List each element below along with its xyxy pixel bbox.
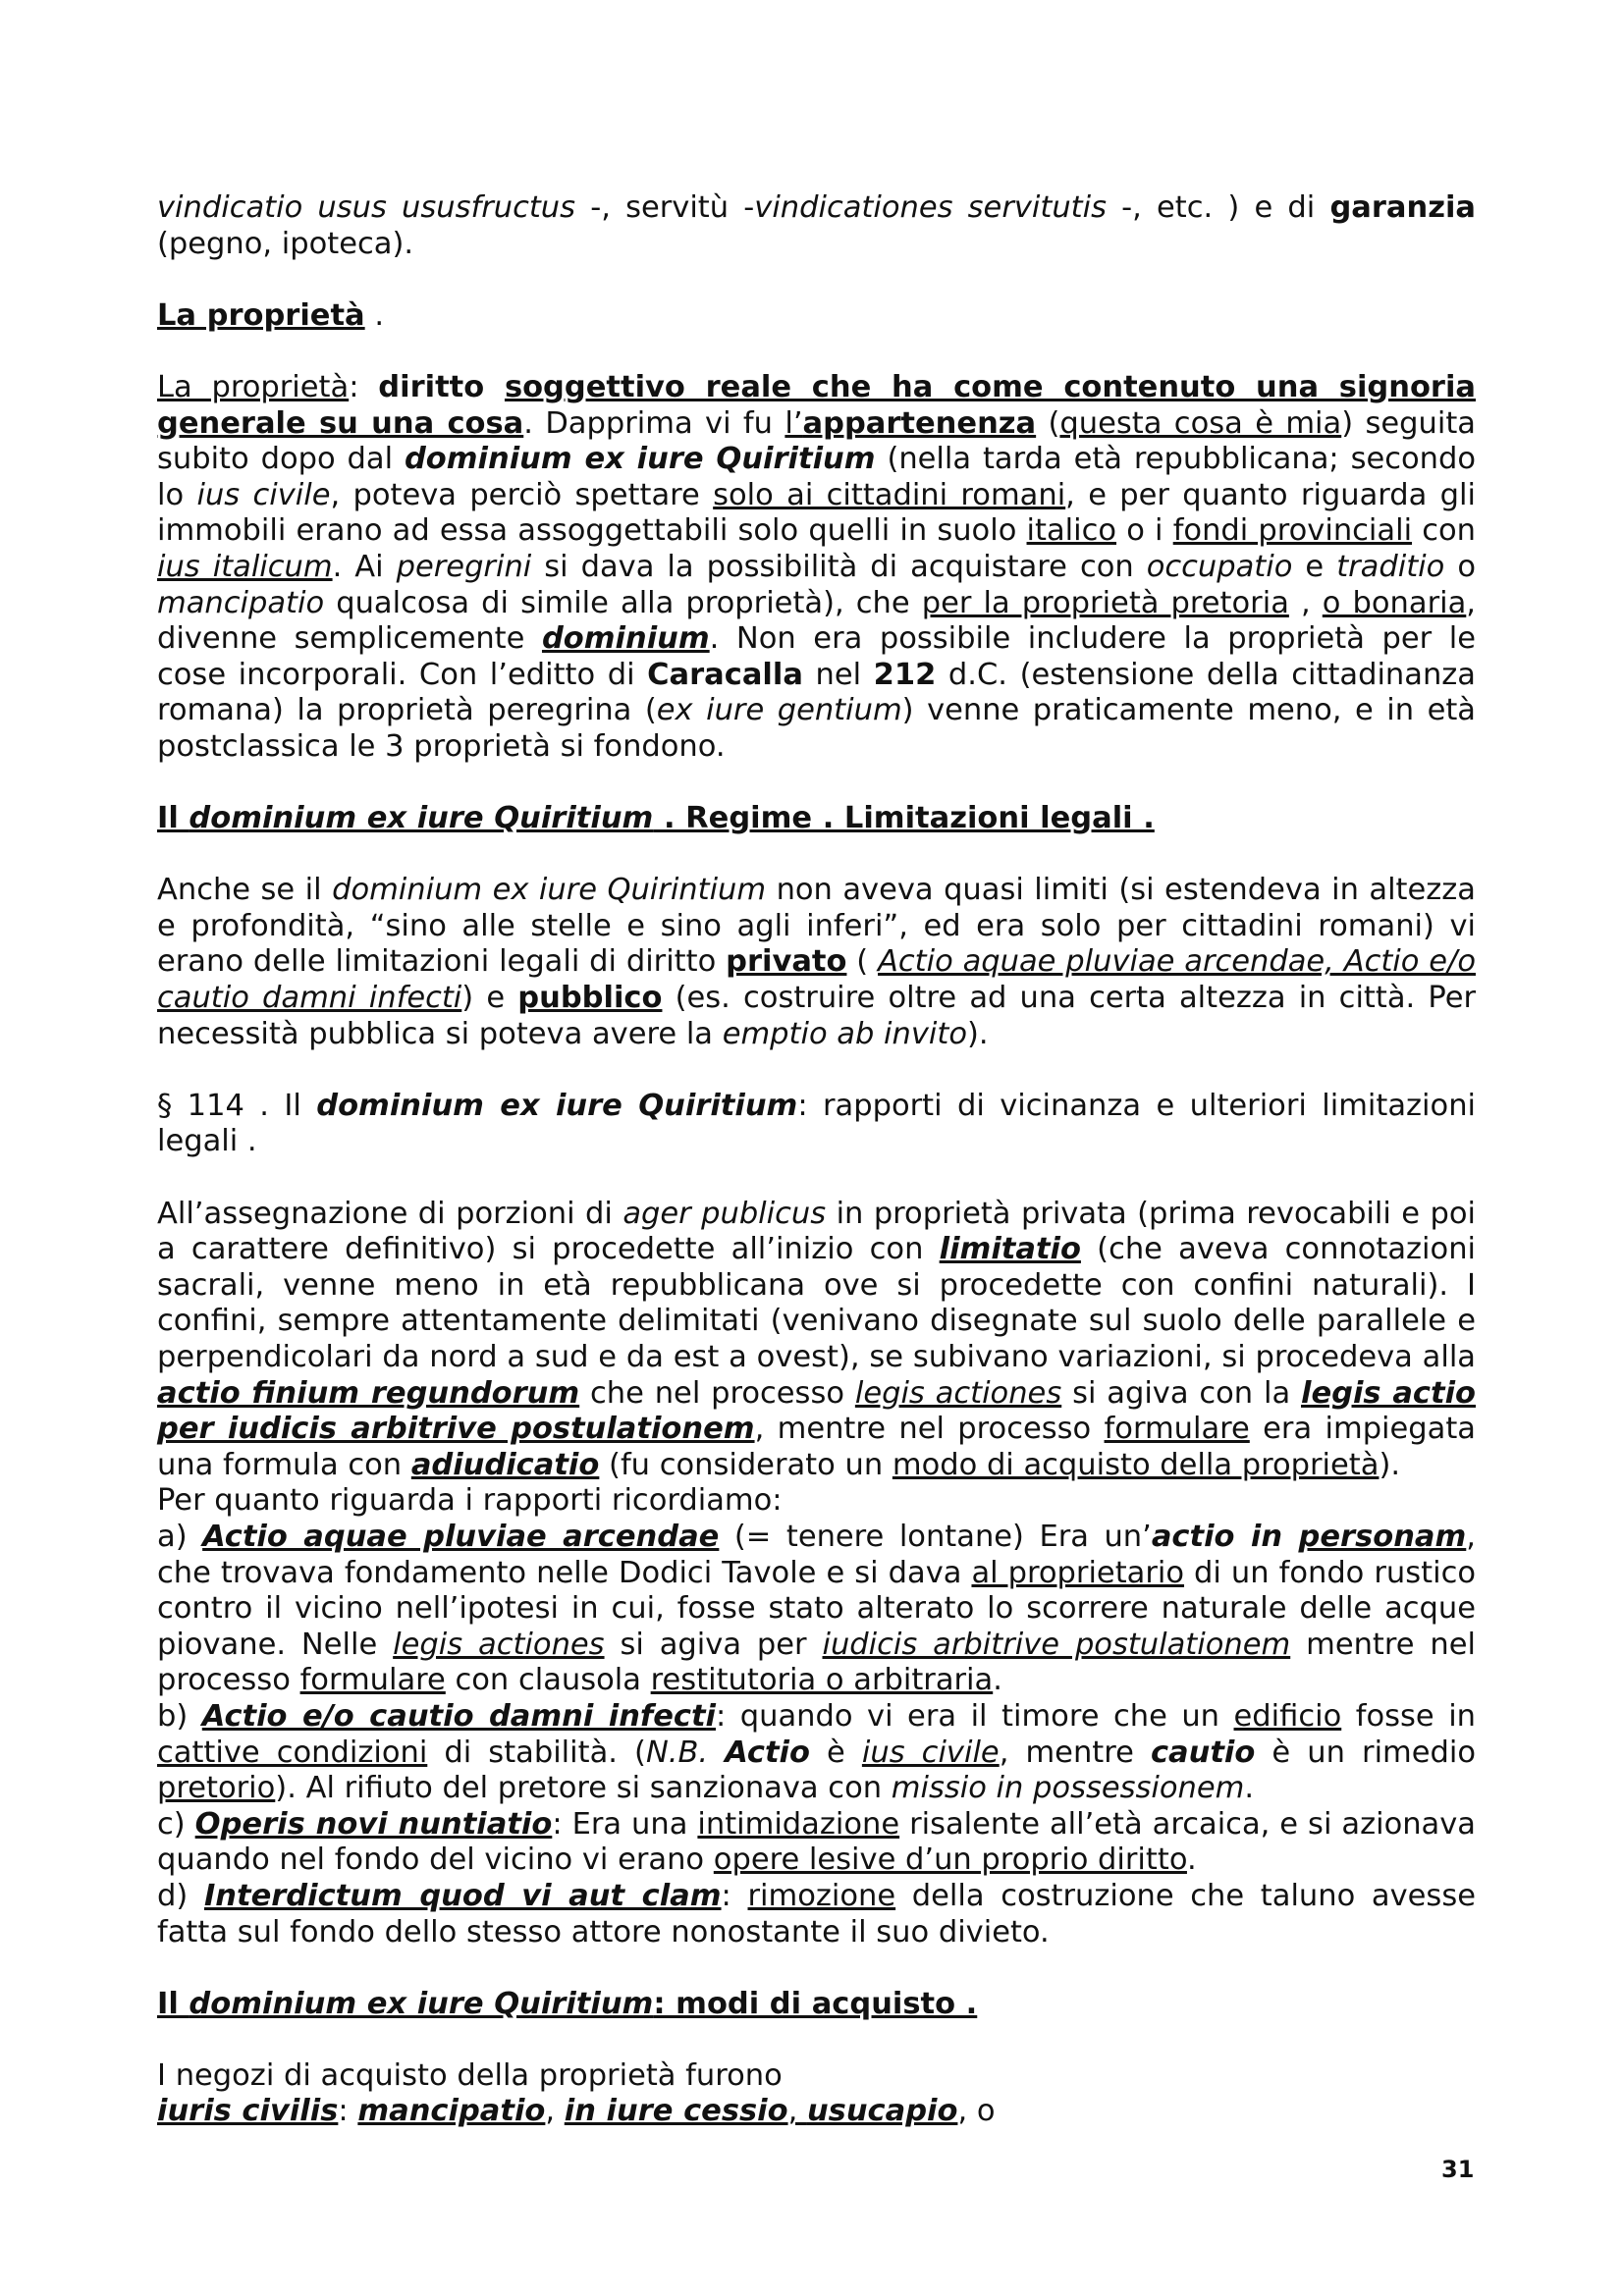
text-run: o bonaria <box>1322 585 1467 620</box>
text-run: , <box>1288 585 1323 620</box>
text-run: e <box>1292 549 1337 584</box>
text-run: peregrini <box>396 549 532 584</box>
text-run: Operis novi nuntiatio <box>194 1806 553 1842</box>
text-run: . <box>993 1663 1002 1698</box>
text-run: soggettivo reale che ha come contenuto una signoria generale su una cosa <box>157 369 1476 441</box>
text-run: italico <box>1026 513 1117 549</box>
text-run: ) venne praticamente meno, e in età postclassica le 3 proprietà si fondono. <box>157 693 1476 764</box>
list-item-d <box>157 1879 1476 1950</box>
text-run <box>708 1735 725 1770</box>
text-run: nel <box>802 657 874 692</box>
text-run: si agiva per <box>604 1627 823 1662</box>
heading-la-proprieta <box>157 298 1476 335</box>
text-run: : <box>349 369 379 404</box>
text-run: formulare <box>1104 1412 1250 1447</box>
text-run: legis actio per iudicis arbitrive postulationem <box>157 1375 1476 1447</box>
text-run: . Dapprima vi fu <box>523 405 785 441</box>
text-run: : <box>721 1878 748 1913</box>
text-run: (fu considerato un <box>599 1447 893 1482</box>
text-run: dominium ex iure Quiritium <box>189 801 654 836</box>
text-run: , mentre nel processo <box>754 1412 1105 1447</box>
text-run: solo ai cittadini romani <box>713 477 1066 512</box>
text-run: N.B. <box>645 1735 709 1770</box>
text-run: legis actiones <box>854 1375 1062 1411</box>
text-run: Anche se il <box>157 873 333 908</box>
text-run: qualcosa di simile alla proprietà), che <box>324 585 922 620</box>
text-run: ). <box>967 1016 989 1051</box>
text-run: usucapio <box>806 2094 958 2129</box>
text-run: intimidazione <box>697 1806 900 1842</box>
text-run: fondi provinciali <box>1172 513 1413 549</box>
text-run: ex iure gentium <box>656 693 902 728</box>
text-run: occupatio <box>1146 549 1293 584</box>
text-run: l’ <box>784 405 803 441</box>
text-run: ) e <box>461 981 518 1016</box>
text-run: missio in possessionem <box>891 1771 1245 1806</box>
spacer <box>157 1950 1476 1987</box>
text-run: o i <box>1116 513 1173 549</box>
spacer <box>157 262 1476 298</box>
text-run: , e per quanto riguarda gli immobili erano ad essa assoggettabili solo quelli in suolo <box>157 477 1476 549</box>
paragraph-section-114 <box>157 1089 1476 1160</box>
text-run: fosse in <box>1341 1698 1477 1734</box>
text-run: -, etc. ) e di <box>1107 190 1330 225</box>
text-run: : modi di acquisto . <box>653 1986 978 2021</box>
text-run: ius italicum <box>157 549 333 584</box>
text-run: actio finium regundorum <box>157 1375 580 1411</box>
list-item-c <box>157 1807 1476 1879</box>
text-run: opere lesive d’un proprio diritto <box>713 1842 1187 1878</box>
text-run: , che trovava fondamento nelle Dodici Tavole e si dava <box>157 1519 1476 1590</box>
text-run: , <box>545 2094 565 2129</box>
spacer <box>157 766 1476 802</box>
text-run: : rapporti di vicinanza e ulteriori limitazioni legali . <box>157 1088 1476 1159</box>
text-run: Actio aquae pluviae arcendae <box>202 1519 720 1554</box>
text-run: La proprietà <box>157 369 350 404</box>
text-run: ) seguita subito dopo dal <box>157 405 1476 477</box>
text-run: d.C. (estensione della cittadinanza romana) la proprietà peregrina ( <box>157 657 1476 728</box>
heading-dominium-regime <box>157 801 1476 837</box>
list-item-a <box>157 1520 1476 1699</box>
text-run: personam <box>1298 1519 1467 1554</box>
text-run: . Non era possibile includere la proprietà per le cose incorporali. Con l’editto di <box>157 621 1476 692</box>
text-run: è un rimedio <box>1255 1735 1477 1770</box>
text-run: questa cosa è mia <box>1059 405 1342 441</box>
text-run: con <box>1412 513 1476 549</box>
text-run: , mentre <box>999 1735 1151 1770</box>
text-run: : quando vi era il timore che un <box>716 1698 1234 1734</box>
text-run: ager publicus <box>622 1196 827 1231</box>
paragraph-limitazioni <box>157 873 1476 1052</box>
text-run: rimozione <box>747 1878 896 1913</box>
text-run: Caracalla <box>647 657 803 692</box>
text-run: pubblico <box>517 981 663 1016</box>
paragraph-proprieta <box>157 370 1476 766</box>
text-run: della costruzione che taluno avesse fatta sul fondo dello stesso attore nonostante il suo divieto. <box>157 1878 1476 1949</box>
text-run: ). Al rifiuto del pretore si sanzionava con <box>275 1771 892 1806</box>
text-run: : Era una <box>552 1806 698 1842</box>
text-run: . Regime . Limitazioni legali . <box>653 801 1155 836</box>
text-run: c) <box>157 1806 195 1842</box>
text-run: § 114 . Il <box>157 1088 317 1123</box>
text-run: , poteva perciò spettare <box>330 477 714 512</box>
heading-modi-di-acquisto <box>157 1987 1476 2023</box>
text-run: era impiegata una formula con <box>157 1412 1476 1482</box>
paragraph-iuris-civilis <box>157 2094 1476 2130</box>
text-run: risalente all’età arcaica, e si azionava quando nel fondo del vicino vi erano <box>157 1806 1476 1878</box>
text-run: . Ai <box>332 549 397 584</box>
spacer <box>157 837 1476 874</box>
text-run: . <box>1244 1771 1255 1806</box>
text-run: cattive condizioni <box>157 1735 428 1770</box>
spacer <box>157 1160 1476 1197</box>
text-run: dominium ex iure Quiritium <box>404 442 876 477</box>
paragraph-negozi <box>157 2058 1476 2095</box>
text-run: -, servitù - <box>575 190 755 225</box>
text-run: formulare <box>299 1663 446 1698</box>
text-run: , <box>787 2094 807 2129</box>
text-run: in iure cessio <box>564 2094 788 2129</box>
text-run: ( <box>1036 405 1060 441</box>
text-run: di stabilità. ( <box>427 1735 646 1770</box>
paragraph-intro <box>157 190 1476 262</box>
text-run: si agiva con la <box>1061 1375 1301 1411</box>
text-run: non aveva quasi limiti (si estendeva in altezza e profondità, “sino alle stelle e sino agli inferi”, ed era solo per cittadini romani) vi erano delle limitazioni legali di diritto <box>157 873 1476 980</box>
document-body <box>157 190 1476 2130</box>
text-run: legis actiones <box>393 1627 605 1662</box>
text-run: di un fondo rustico contro il vicino nell’ipotesi in cui, fosse stato alterato lo scorrere naturale delle acque piovane. Nelle <box>157 1555 1476 1662</box>
text-run: emptio ab invito <box>722 1016 968 1051</box>
text-run: dominium ex iure Quirintium <box>332 873 767 908</box>
text-run: edificio <box>1233 1698 1342 1734</box>
text-run: ius civile <box>196 477 331 512</box>
text-run: Actio e/o cautio damni infecti <box>201 1698 716 1734</box>
text-run: per la proprietà pretoria <box>921 585 1289 620</box>
text-run: appartenenza <box>802 405 1037 441</box>
text-run: a) <box>157 1519 203 1554</box>
text-run: , o <box>957 2094 996 2129</box>
text-run: , divenne semplicemente <box>157 585 1476 657</box>
text-run: . <box>1186 1842 1197 1878</box>
text-run: garanzia <box>1329 190 1476 225</box>
text-run: All’assegnazione di porzioni di <box>157 1196 623 1231</box>
spacer <box>157 1052 1476 1089</box>
text-run: actio in <box>1151 1519 1299 1554</box>
text-run: diritto <box>378 369 505 404</box>
text-run: con clausola <box>445 1663 651 1698</box>
page-number: 31 <box>1441 2156 1475 2183</box>
text-run: pretorio <box>157 1771 276 1806</box>
text-run: (es. costruire oltre ad una certa altezza in città. Per necessità pubblica si poteva avere la <box>157 981 1476 1051</box>
text-run: d) <box>157 1878 204 1913</box>
spacer <box>157 2022 1476 2058</box>
text-run: ). <box>1379 1447 1401 1482</box>
text-run: dominium <box>541 621 710 657</box>
text-run: iuris civilis <box>157 2094 339 2129</box>
text-run: (pegno, ipoteca). <box>157 226 414 261</box>
text-run: limitatio <box>939 1232 1081 1267</box>
text-run: che nel processo <box>579 1375 855 1411</box>
text-run: modo di acquisto della proprietà <box>892 1447 1380 1482</box>
text-run: traditio <box>1336 549 1445 584</box>
text-run: è <box>809 1735 862 1770</box>
text-run: (che aveva connotazioni sacrali, venne meno in età repubblicana ove si procedette con confini naturali). I confini, sempre attentamente delimitati (venivano disegnate sul suolo delle parallele e perpendicolari da nord a sud e da est a ovest), se subivano variazioni, si procedeva alla <box>157 1232 1476 1374</box>
text-run: La proprietà <box>157 297 365 333</box>
text-run: (nella tarda età repubblicana; secondo lo <box>157 442 1476 512</box>
text-run: dominium ex iure Quiritium <box>316 1088 798 1123</box>
text-run: mancipatio <box>157 585 325 620</box>
text-run: al proprietario <box>971 1555 1185 1590</box>
text-run: cautio <box>1150 1735 1256 1770</box>
text-run: : <box>338 2094 358 2129</box>
text-run: 212 <box>873 657 937 692</box>
text-run: I negozi di acquisto della proprietà furono <box>157 2057 783 2093</box>
text-run: vindicatio usus ususfructus <box>157 190 576 225</box>
text-run: restitutoria o arbitraria <box>650 1663 994 1698</box>
text-run: Actio aquae pluviae arcendae, Actio e/o cautio damni infecti <box>157 944 1476 1016</box>
text-run: ( <box>846 944 879 980</box>
text-run: Interdictum quod vi aut clam <box>203 1878 722 1913</box>
spacer <box>157 334 1476 370</box>
paragraph-rapporti <box>157 1483 1476 1520</box>
text-run: vindicationes servitutis <box>754 190 1107 225</box>
text-run: Actio <box>725 1735 810 1770</box>
text-run: b) <box>157 1698 202 1734</box>
text-run: dominium ex iure Quiritium <box>189 1986 654 2021</box>
text-run: si dava la possibilità di acquistare con <box>531 549 1147 584</box>
text-run: mentre nel processo <box>157 1627 1477 1698</box>
text-run: privato <box>726 944 847 980</box>
list-item-b <box>157 1699 1476 1807</box>
text-run: Per quanto riguarda i rapporti ricordiamo: <box>157 1483 783 1519</box>
text-run: . <box>364 297 385 333</box>
text-run: o <box>1444 549 1476 584</box>
text-run: adiudicatio <box>410 1447 600 1482</box>
text-run: iudicis arbitrive postulationem <box>822 1627 1291 1662</box>
text-run: (= tenere lontane) Era un’ <box>719 1519 1152 1554</box>
text-run: ius civile <box>861 1735 1000 1770</box>
text-run: in proprietà privata (prima revocabili e poi a carattere definitivo) si procedette all’inizio con <box>157 1196 1476 1267</box>
text-run: Il <box>157 801 189 836</box>
paragraph-assegnazione <box>157 1197 1476 1484</box>
text-run: Il <box>157 1986 189 2021</box>
text-run: mancipatio <box>357 2094 546 2129</box>
